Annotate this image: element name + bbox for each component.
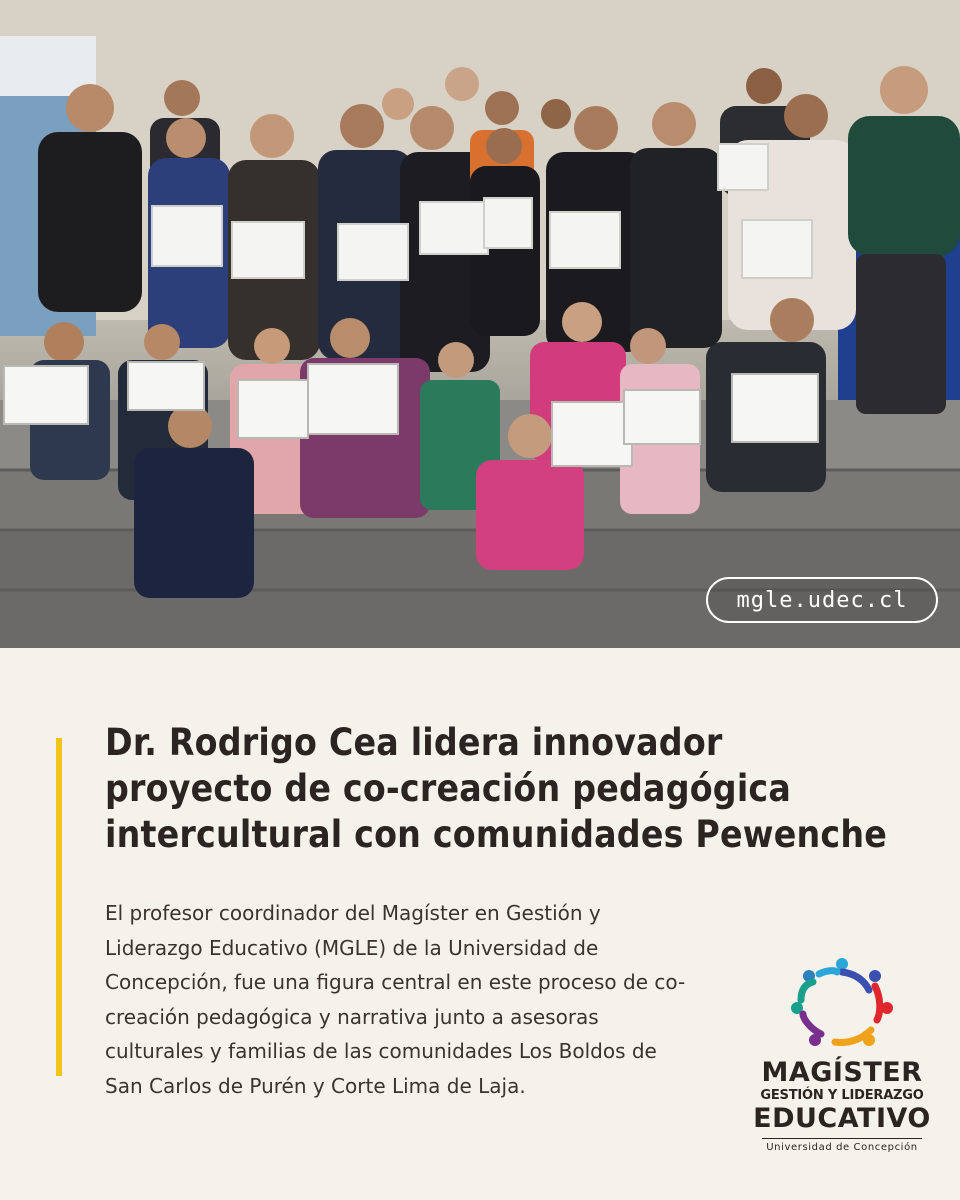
article-body: El profesor coordinador del Magíster en Gestión y Liderazgo Educativo (MGLE) de la Universidad de Concepción, fue una figura central en este proceso de co-creación pedagógica y narrativa junto a asesoras culturales y familias de las comunidades Los Boldos de San Carlos de Purén y Corte Lima de Laja. bbox=[105, 901, 686, 1098]
headline-line-2: proyecto de co-creación pedagógica bbox=[105, 767, 792, 810]
headline-line-1: Dr. Rodrigo Cea lidera innovador bbox=[105, 721, 723, 764]
logo-subtitle: GESTIÓN Y LIDERAZGO bbox=[760, 1088, 924, 1103]
mgle-logo bbox=[752, 956, 932, 1166]
logo-university: Universidad de Concepción bbox=[766, 1142, 918, 1153]
website-url-badge[interactable]: mgle.udec.cl bbox=[706, 577, 938, 623]
accent-bar bbox=[56, 738, 62, 1076]
logo-title: MAGÍSTER bbox=[761, 1057, 923, 1088]
logo-divider bbox=[762, 1138, 922, 1139]
logo-program: EDUCATIVO bbox=[753, 1103, 931, 1134]
headline-line-3: intercultural con comunidades Pewenche bbox=[105, 813, 888, 856]
people-circle-icon bbox=[787, 956, 897, 1052]
headline bbox=[105, 720, 925, 858]
